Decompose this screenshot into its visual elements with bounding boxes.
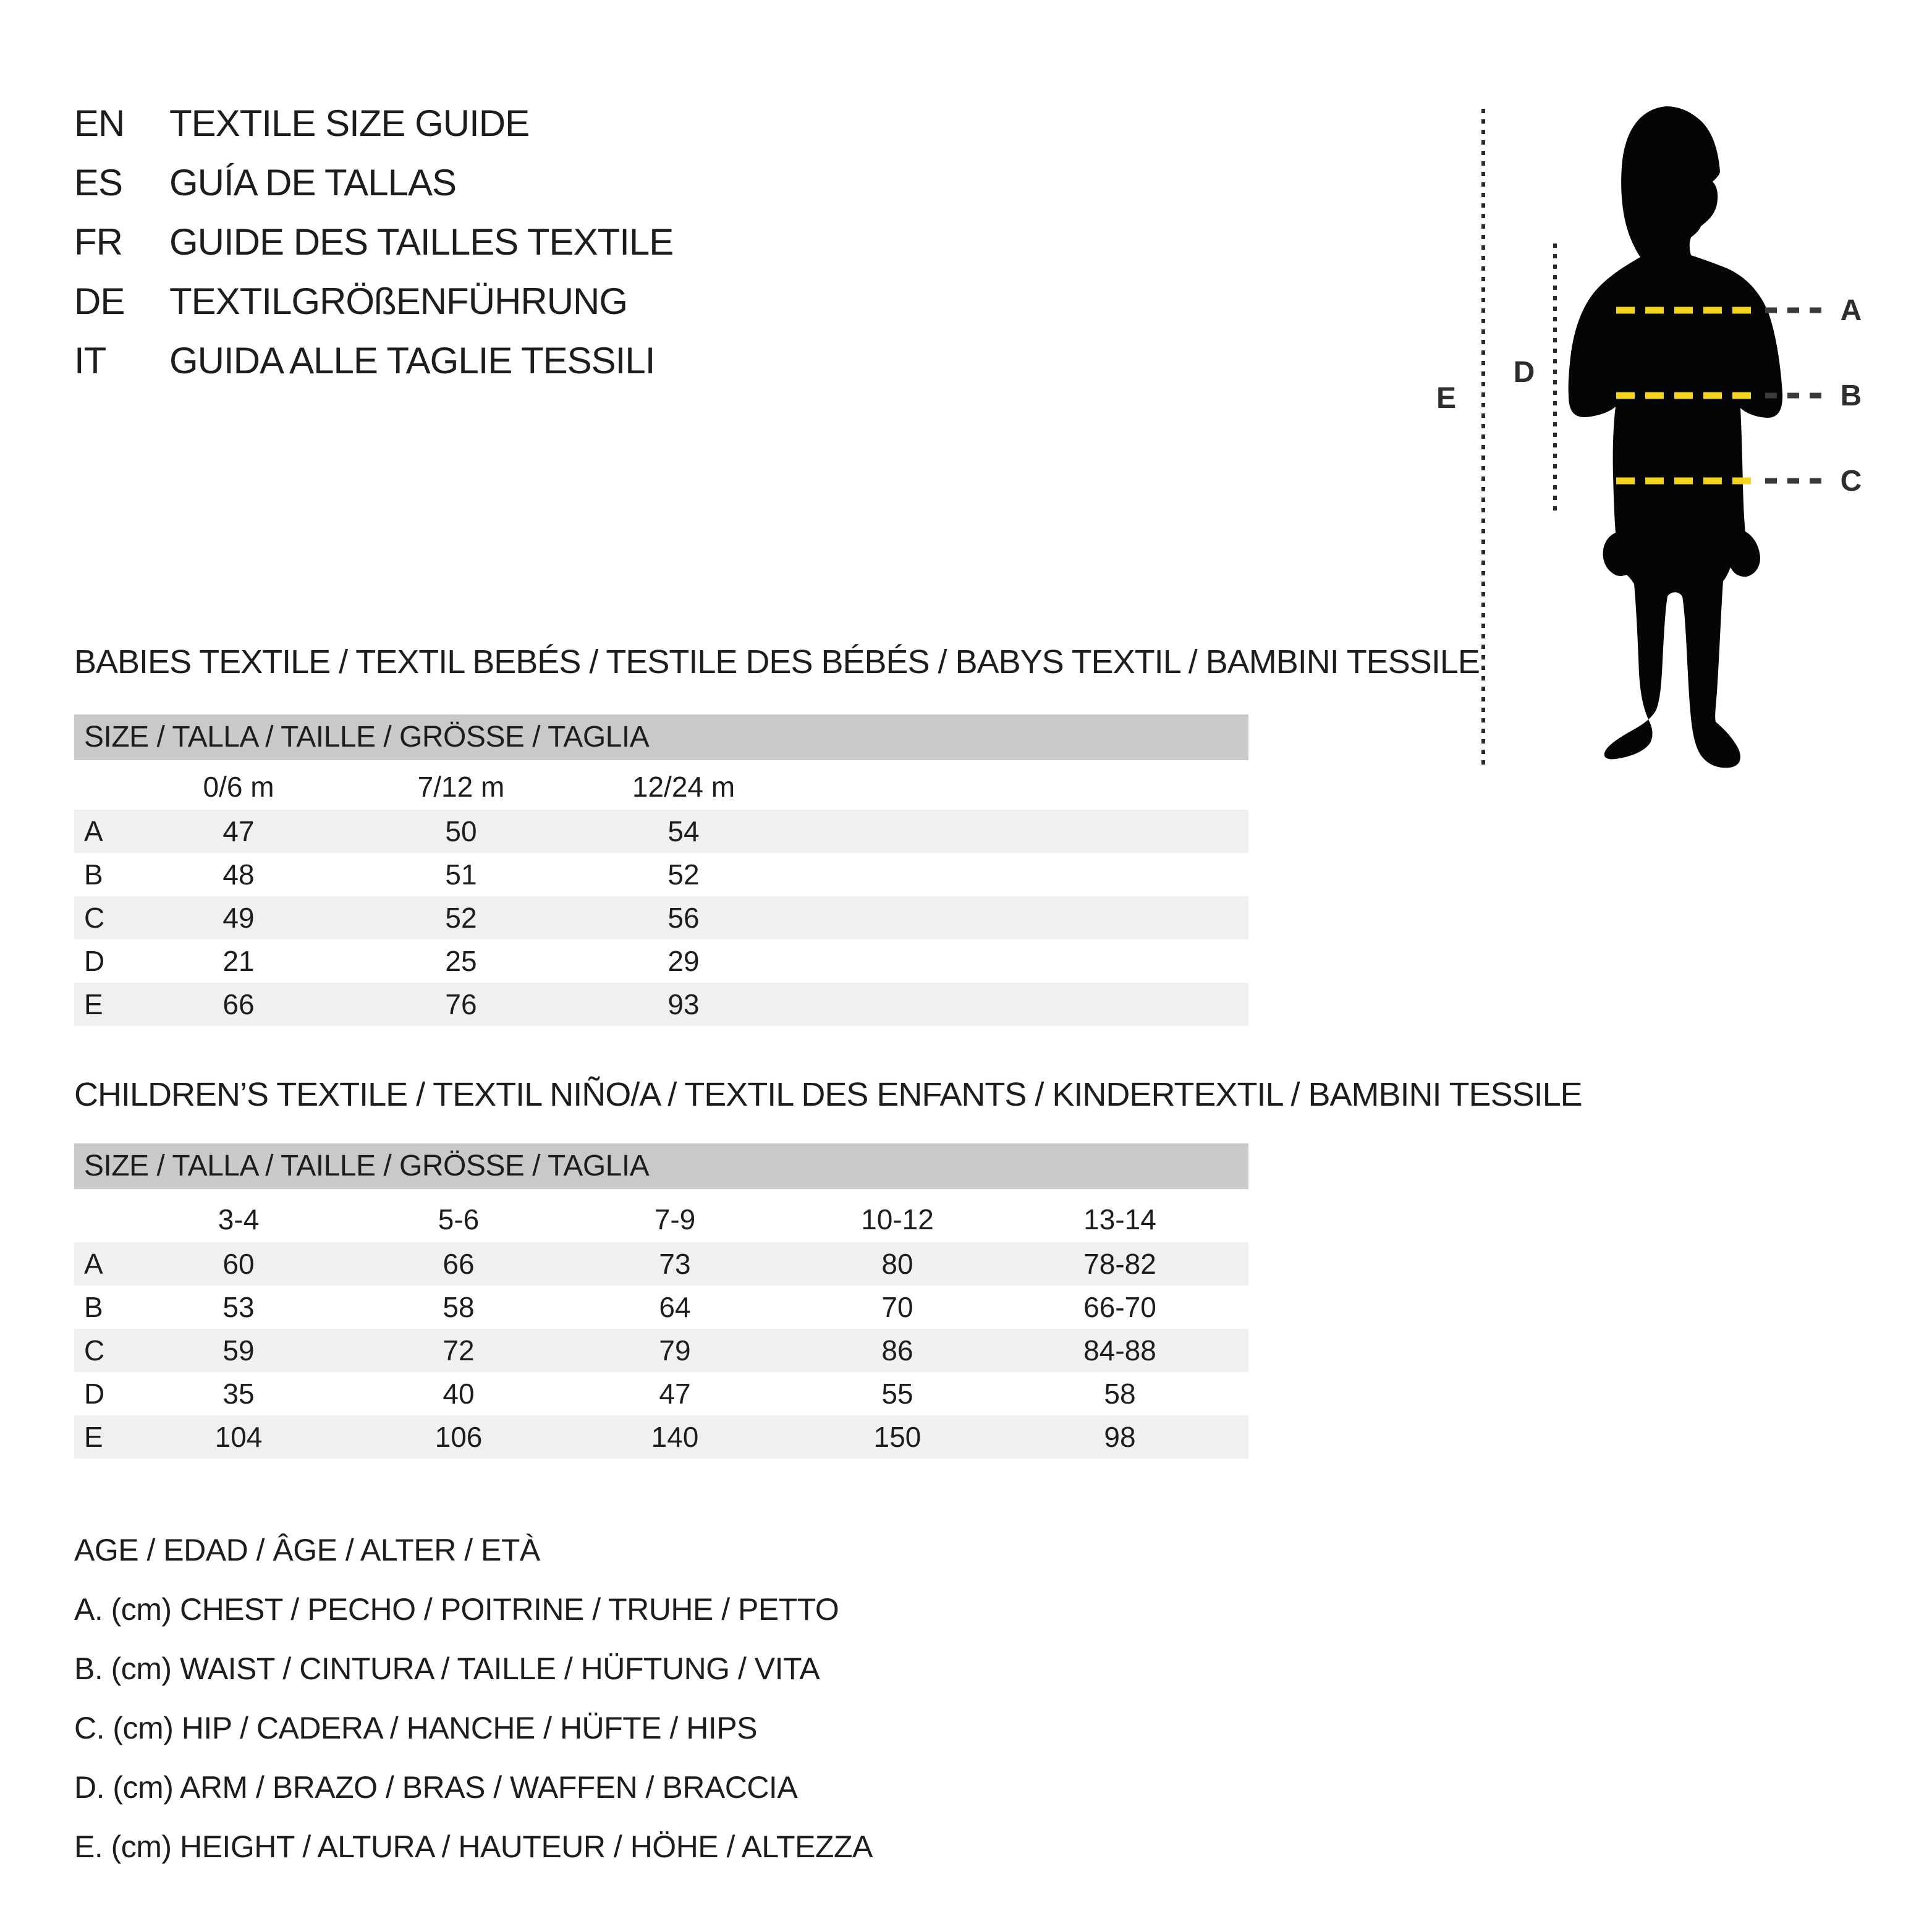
language-code: ES (74, 162, 123, 203)
table-cell: 58 (1104, 1378, 1136, 1410)
table-cell: 98 (1104, 1421, 1136, 1453)
measurement-legend (74, 1520, 1434, 1876)
table-cell: 25 (445, 945, 477, 977)
table-cell: 47 (659, 1378, 691, 1410)
table-cell: 73 (659, 1248, 691, 1280)
column-header-spacer (74, 765, 127, 808)
language-row-it (74, 331, 1001, 391)
table-cell: 66 (443, 1248, 475, 1280)
language-row-en (74, 94, 1001, 153)
guide-title-de: TEXTILGRÖßENFÜHRUNG (169, 281, 628, 322)
babies-size-header-bar: SIZE / TALLA / TAILLE / GRÖSSE / TAGLIA (74, 714, 1248, 760)
table-cell: 40 (443, 1378, 475, 1410)
babies-column-headers (74, 765, 1248, 808)
table-cell-filler (795, 853, 1248, 896)
legend-arm: D. (cm) ARM / BRAZO / BRAS / WAFFEN / BRACCIA (74, 1770, 798, 1805)
table-cell: 86 (881, 1334, 913, 1366)
table-cell-filler (795, 896, 1248, 939)
language-row-fr (74, 213, 1001, 272)
column-header-spacer (74, 1198, 127, 1241)
figure-label-c: C (1840, 465, 1862, 498)
row-label: C (84, 902, 105, 934)
table-cell: 76 (445, 988, 477, 1020)
column-header: 7/12 m (417, 771, 505, 803)
table-row (74, 1415, 1248, 1459)
column-header-filler (1227, 1198, 1248, 1241)
table-cell-filler (1227, 1372, 1248, 1415)
table-row (74, 983, 1248, 1026)
table-cell: 78-82 (1083, 1248, 1156, 1280)
row-label: B (84, 858, 103, 891)
table-cell-filler (1227, 1286, 1248, 1329)
table-cell-filler (1227, 1329, 1248, 1372)
table-cell: 93 (667, 988, 700, 1020)
legend-waist: B. (cm) WAIST / CINTURA / TAILLE / HÜFTUNG / VITA (74, 1651, 820, 1686)
language-code: IT (74, 340, 106, 381)
table-cell: 60 (222, 1248, 255, 1280)
language-row-es (74, 153, 1001, 213)
row-label: B (84, 1291, 103, 1323)
guide-title-es: GUÍA DE TALLAS (169, 162, 456, 203)
table-cell: 66-70 (1083, 1291, 1156, 1323)
table-cell-filler (795, 939, 1248, 983)
table-row (74, 853, 1248, 896)
column-header: 3-4 (218, 1203, 260, 1235)
table-cell: 54 (667, 815, 700, 847)
table-row (74, 1286, 1248, 1329)
table-cell: 140 (651, 1421, 699, 1453)
language-list (74, 94, 1001, 391)
table-cell: 80 (881, 1248, 913, 1280)
row-label: E (84, 988, 103, 1020)
table-cell: 35 (222, 1378, 255, 1410)
row-label: D (84, 945, 105, 977)
table-cell: 52 (667, 858, 700, 891)
children-table-title: CHILDREN’S TEXTILE / TEXTIL NIÑO/A / TEXTIL DES ENFANTS / KINDERTEXTIL / BAMBINI TESSILE (74, 1076, 1582, 1113)
table-cell: 150 (873, 1421, 922, 1453)
legend-height: E. (cm) HEIGHT / ALTURA / HAUTEUR / HÖHE / ALTEZZA (74, 1829, 873, 1864)
language-code: DE (74, 281, 125, 322)
column-header-filler (795, 765, 1248, 808)
table-cell: 49 (222, 902, 255, 934)
column-header: 0/6 m (203, 771, 274, 803)
figure-label-e: E (1436, 382, 1457, 415)
row-label: A (84, 815, 103, 847)
column-header: 13-14 (1083, 1203, 1156, 1235)
legend-age: AGE / EDAD / ÂGE / ALTER / ETÀ (74, 1533, 540, 1567)
table-cell: 59 (222, 1334, 255, 1366)
children-table-rows (74, 1242, 1248, 1459)
table-row (74, 1372, 1248, 1415)
table-cell: 70 (881, 1291, 913, 1323)
row-label: D (84, 1378, 105, 1410)
row-label: E (84, 1421, 103, 1453)
table-cell: 66 (222, 988, 255, 1020)
column-header: 12/24 m (632, 771, 735, 803)
figure-label-d: D (1513, 356, 1535, 389)
table-row (74, 896, 1248, 939)
table-cell: 21 (222, 945, 255, 977)
column-header: 10-12 (861, 1203, 934, 1235)
legend-hip: C. (cm) HIP / CADERA / HANCHE / HÜFTE / HIPS (74, 1711, 757, 1745)
language-code: FR (74, 221, 122, 263)
guide-title-it: GUIDA ALLE TAGLIE TESSILI (169, 340, 655, 381)
children-size-header-bar: SIZE / TALLA / TAILLE / GRÖSSE / TAGLIA (74, 1143, 1248, 1189)
table-cell: 50 (445, 815, 477, 847)
table-cell: 55 (881, 1378, 913, 1410)
table-cell: 47 (222, 815, 255, 847)
guide-title-en: TEXTILE SIZE GUIDE (169, 103, 530, 144)
language-row-de (74, 272, 1001, 331)
table-cell: 52 (445, 902, 477, 934)
table-cell: 53 (222, 1291, 255, 1323)
column-header: 5-6 (438, 1203, 480, 1235)
table-cell: 29 (667, 945, 700, 977)
table-cell: 84-88 (1083, 1334, 1156, 1366)
row-label: A (84, 1248, 103, 1280)
table-cell: 79 (659, 1334, 691, 1366)
row-label: C (84, 1334, 105, 1366)
legend-chest: A. (cm) CHEST / PECHO / POITRINE / TRUHE / PETTO (74, 1592, 839, 1627)
table-cell: 104 (214, 1421, 263, 1453)
table-cell-filler (1227, 1242, 1248, 1286)
table-cell-filler (795, 983, 1248, 1026)
child-silhouette-icon (1569, 106, 1782, 768)
table-cell-filler (1227, 1415, 1248, 1459)
measurement-figure (1434, 99, 1891, 779)
table-row (74, 1329, 1248, 1372)
table-cell-filler (795, 810, 1248, 853)
language-code: EN (74, 103, 125, 144)
table-row (74, 810, 1248, 853)
table-cell: 56 (667, 902, 700, 934)
table-cell: 64 (659, 1291, 691, 1323)
figure-label-a: A (1840, 294, 1862, 327)
babies-table-rows (74, 810, 1248, 1026)
table-cell: 72 (443, 1334, 475, 1366)
table-row (74, 1242, 1248, 1286)
figure-label-b: B (1840, 379, 1862, 412)
children-column-headers (74, 1198, 1248, 1241)
table-cell: 51 (445, 858, 477, 891)
table-cell: 48 (222, 858, 255, 891)
table-cell: 106 (434, 1421, 483, 1453)
babies-table-title: BABIES TEXTILE / TEXTIL BEBÉS / TESTILE DES BÉBÉS / BABYS TEXTIL / BAMBINI TESSILE (74, 643, 1480, 680)
table-row (74, 939, 1248, 983)
guide-title-fr: GUIDE DES TAILLES TEXTILE (169, 221, 674, 263)
column-header: 7-9 (654, 1203, 696, 1235)
table-cell: 58 (443, 1291, 475, 1323)
